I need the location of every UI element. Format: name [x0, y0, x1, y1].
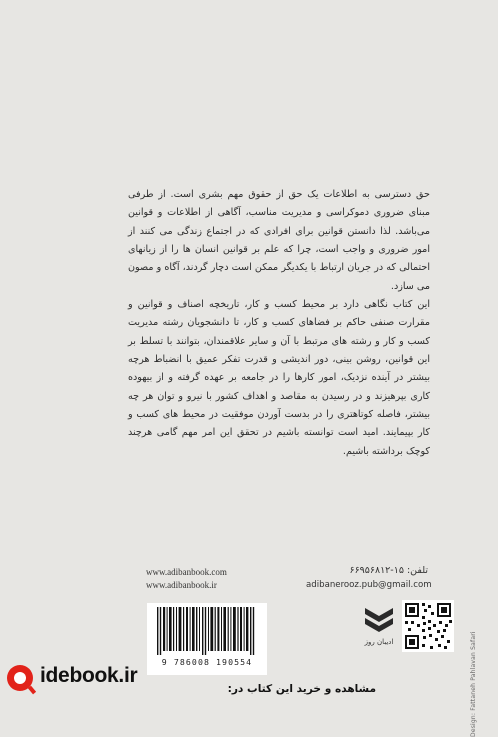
publisher-logo-icon [363, 604, 395, 634]
blurb [128, 186, 430, 461]
publisher-email: adibanerooz.pub@gmail.com [306, 580, 432, 590]
blurb-paragraph-1: حق دسترسی به اطلاعات یک حق از حقوق مهم بشری است. از طرفی مبنای ضروری دموکراسی و مدیریت مناسب، آگاهی از اطلاعات و قوانین می‌باشد. لذا دانستن قوانین برای افرادی که در اجتماع زندگی می کنند از امور ضروری و واجب است، چرا که علم بر قوانین انسان ها را از زیانهای احتمالی که در جریان ارتباط با یکدیگر ممکن است دچار گردند، آگاه و مصون می سازد. [128, 189, 430, 292]
publisher-name: ادیبان روز [364, 638, 394, 646]
promo-text: مشاهده و خرید این کتاب در: [227, 683, 376, 695]
blurb-paragraph-2: این کتاب نگاهی دارد بر محیط کسب و کار، تاریخچه اصناف و قوانین و مقرارت صنفی حاکم بر فضاهای کسب و کار، تا دانشجویان رشته مدیریت کسب و کار و رشته های مرتبط با آن و سایر علاقمندان، بتوانند با تسلط بر این قوانین، روشن بینی، دور اندیشی و قدرت تفکر عمیق با انضباط هرچه بیشتر در آینده نزدیک، امور کارها را در جامعه بر عهده گرفته و از بیهوده کاری بپرهیزند و در رسیدن به مقاصد و اهداف کشور با نیرو و توان هر چه بیشتر، فاصله کوتاهتری را در بدست آوردن موفقیت در محیط های کسب و کار بپیمایند. امید است توانسته باشیم در تحقق این امر مهم گامی هرچند کوچک برداشته باشیم. [128, 299, 430, 457]
url-com[interactable]: www.adibanbook.com [146, 567, 227, 577]
qr-code-icon[interactable] [402, 600, 454, 652]
site-logo[interactable] [4, 660, 184, 700]
url-ir[interactable]: www.adibanbook.ir [146, 579, 217, 590]
phone-number: تلفن: ۱۵-۶۶۹۵۶۸۱۲ [349, 565, 428, 576]
designer-credit: Design: Fattaneh Pahlavan Safari [470, 631, 477, 737]
publisher-urls [146, 566, 227, 591]
logo-icon [4, 662, 36, 696]
isbn-number: 9 786008 190554 [161, 657, 253, 667]
logo-text: idebook.ir [40, 664, 138, 687]
barcode-icon [153, 607, 261, 655]
